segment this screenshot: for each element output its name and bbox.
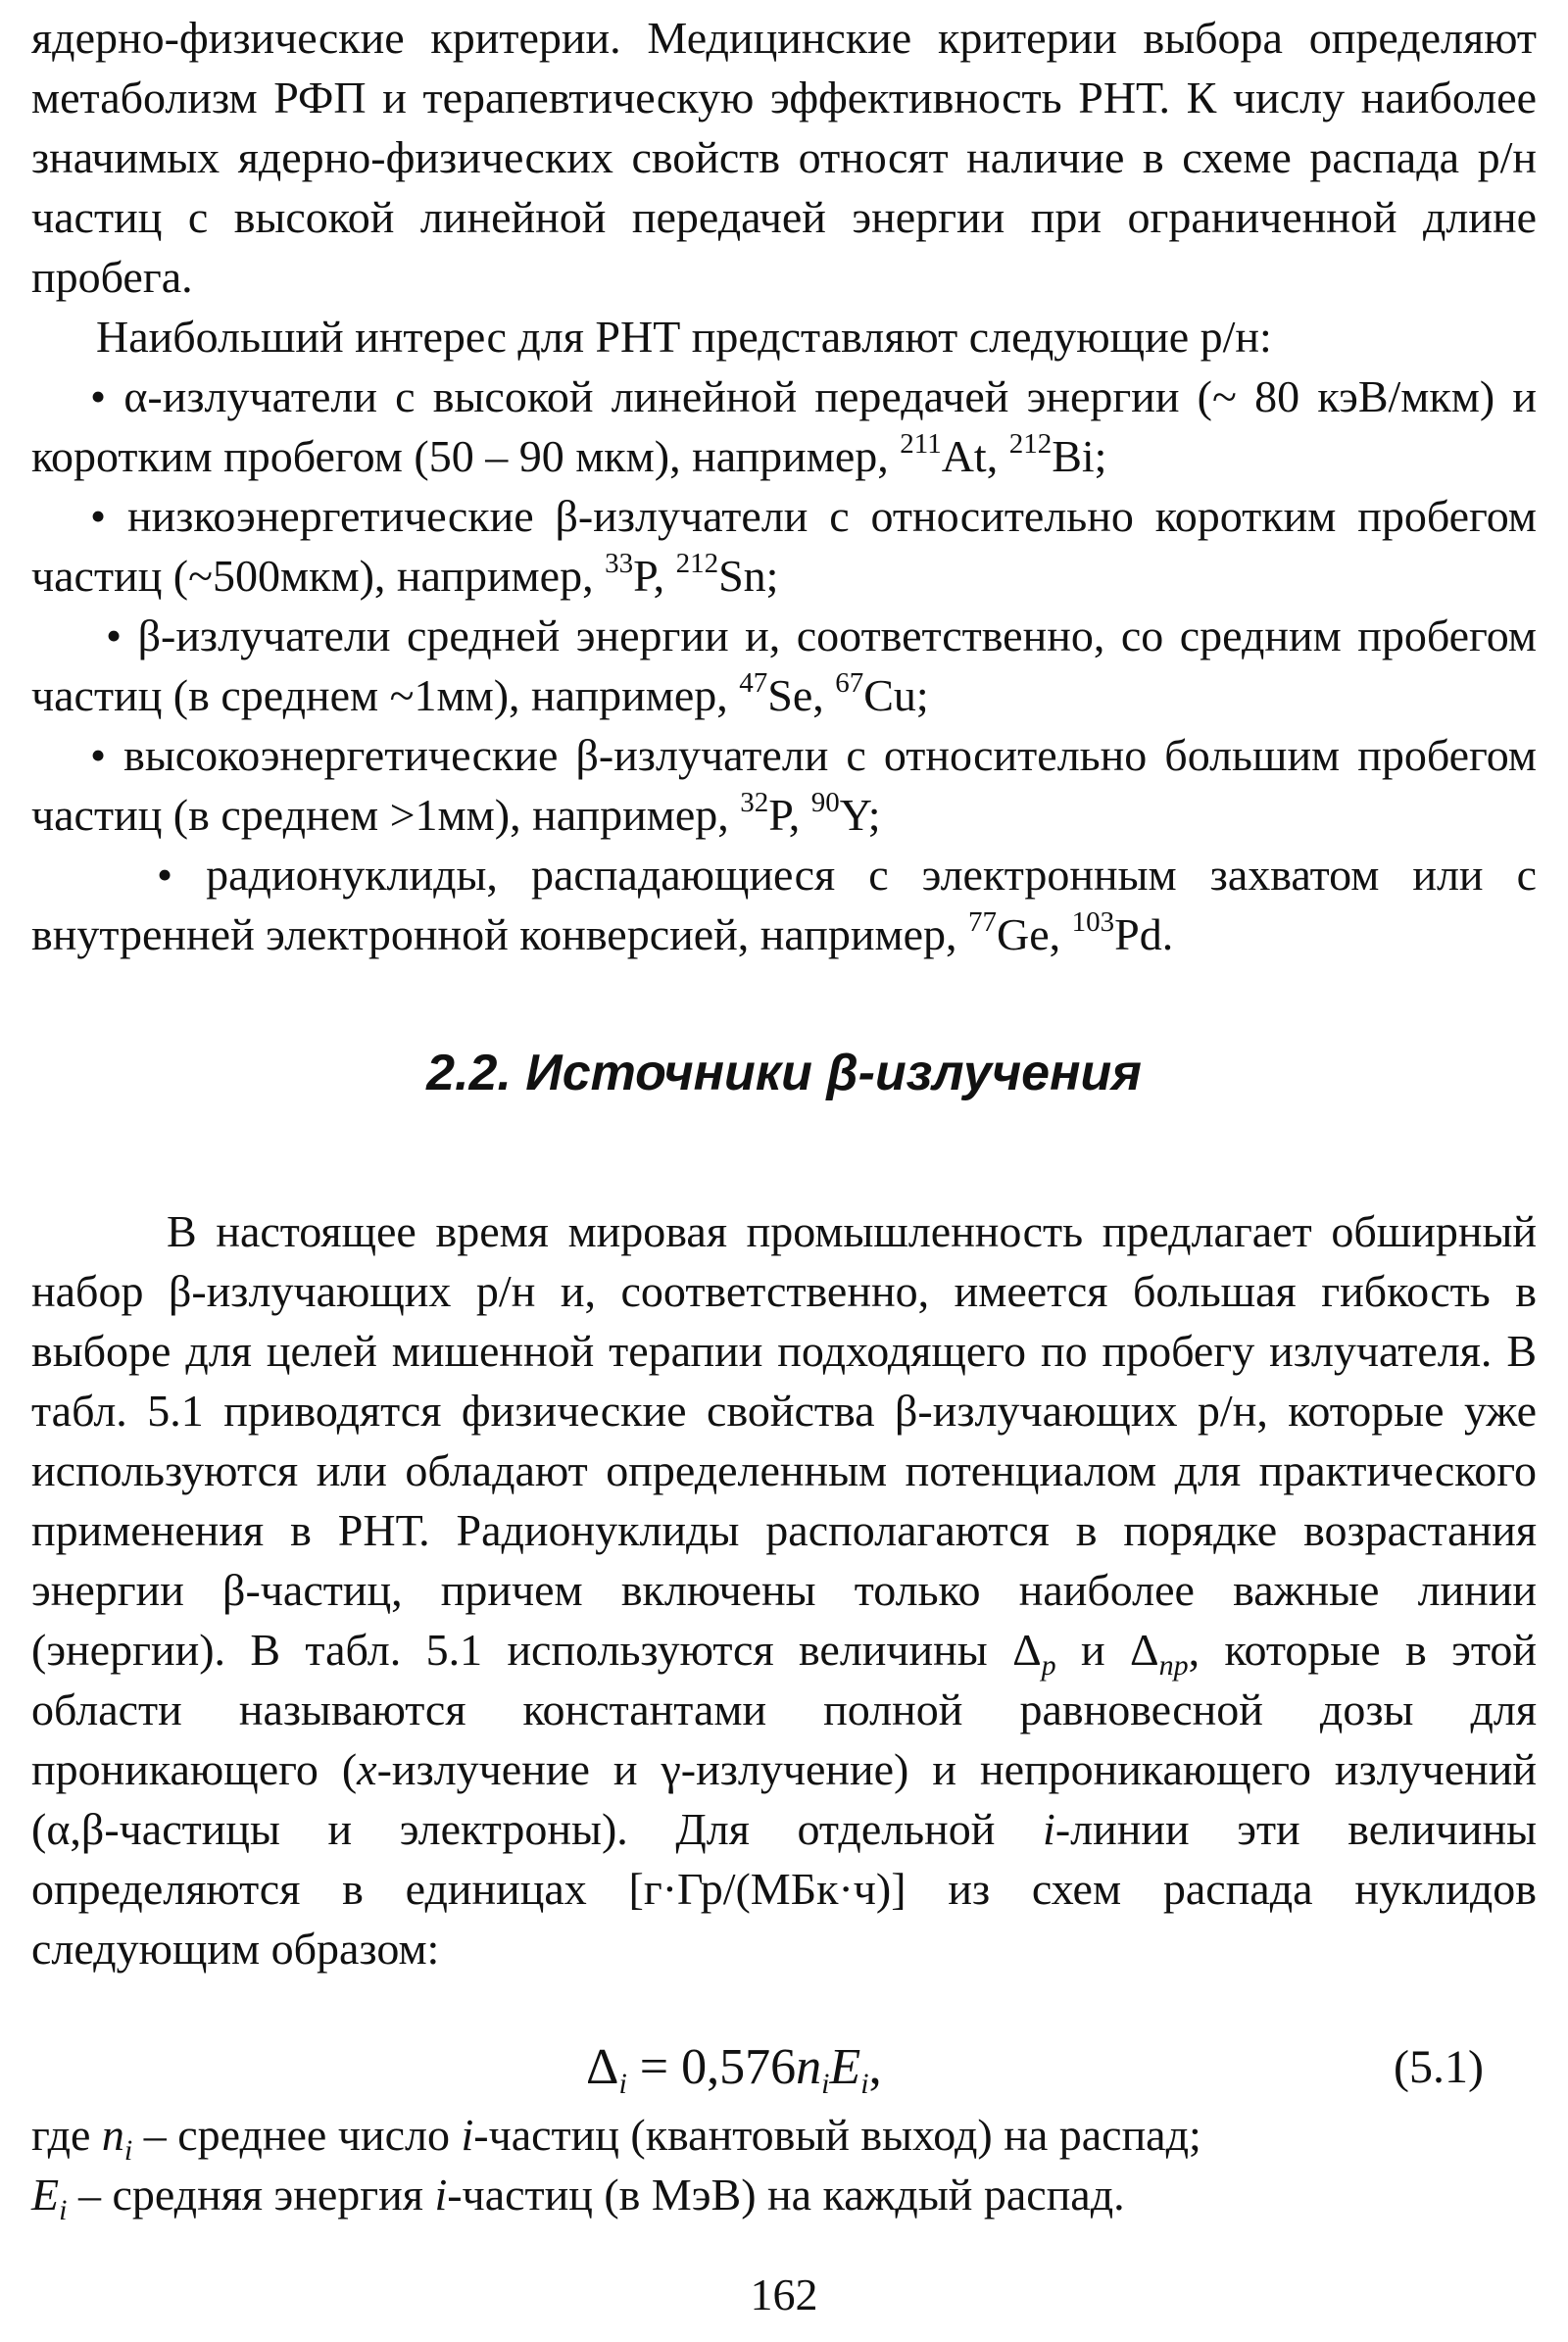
delta-symbol: Δ bbox=[1130, 1625, 1159, 1675]
bullet-item: • низкоэнергетические β-излучатели с относительно коротким пробегом частиц (~500мкм), например, $^{33}$P, $^{212}$Sn; bbox=[31, 491, 1537, 601]
intro-paragraph: ядерно-физические критерии. Медицинские критерии выбора определяют метаболизм РФП и терапевтическую эффективность РНТ. К числу наиболее значимых ядерно-физических свойств относят наличие в схеме распада р/н частиц с высокой линейной передачей энергии при ограниченной длине пробега. bbox=[31, 13, 1537, 302]
bullet-item: • α-излучатели с высокой линейной передачей энергии (~ 80 кэВ/мкм) и коротким пробегом (50 – 90 мкм), например, $^{211}$At, $^{212}$Bi; bbox=[31, 371, 1537, 481]
body-paragraph: В настоящее время мировая промышленность предлагает обширный набор β-излучающих р/н и, соответственно, имеется большая гибкость в выборе для целей мишенной терапии подходящего по пробегу излучателя. В табл. 5.1 приводятся физические свойства β-излучающих р/н, которые уже используются или обладают определенным потенциалом для практического применения в РНТ. Радионуклиды располагаются в порядке возрастания энергии β-частиц, причем включены только наиболее важные линии (энергии). В табл. 5.1 используются величины $\Delta_p$ и $\Delta_{np}$, которые в этой области называются константами полной равновесной дозы для проникающего (x-излучение и γ-излучение) и непроникающего излучений (α,β-частицы и электроны). Для отдельной i-линии эти величины определяются в единицах [г·Гр/(МБк·ч)] из схем распада нуклидов следующим образом: bbox=[31, 1206, 1538, 1974]
definition-line: $E_i$ – средняя энергия i-частиц (в МэВ) на каждый распад. bbox=[31, 2170, 1125, 2226]
formula-expression: $\Delta_i = 0,576n_iE_i$, bbox=[586, 2039, 882, 2100]
body-block bbox=[31, 1201, 1537, 1978]
page-number: 162 bbox=[750, 2269, 818, 2319]
intro-lead: Наибольший интерес для РНТ представляют следующие р/н: bbox=[96, 312, 1272, 362]
intro-block bbox=[31, 8, 1537, 964]
bullet-item: • радионуклиды, распадающиеся с электронным захватом или с внутренней электронной конверсией, например, $^{77}$Ge, $^{103}$Pd. bbox=[31, 850, 1537, 959]
bullet-item: • высокоэнергетические β-излучатели с относительно большим пробегом частиц (в среднем >1мм), например, $^{32}$P, $^{90}$Y; bbox=[31, 730, 1537, 840]
delta-symbol: Δ bbox=[1012, 1625, 1042, 1675]
formula-number: (5.1) bbox=[1394, 2041, 1484, 2093]
bullet-item: • β-излучатели средней энергии и, соответственно, со средним пробегом частиц (в среднем ~1мм), например, $^{47}$Se, $^{67}$Cu; bbox=[31, 610, 1537, 720]
definitions-block bbox=[31, 2105, 1537, 2224]
formula-5-1 bbox=[0, 2036, 1568, 2099]
section-title: 2.2. Источники β-излучения bbox=[426, 1045, 1142, 1101]
definition-line: где $n_i$ – среднее число i-частиц (квантовый выход) на распад; bbox=[31, 2110, 1201, 2167]
